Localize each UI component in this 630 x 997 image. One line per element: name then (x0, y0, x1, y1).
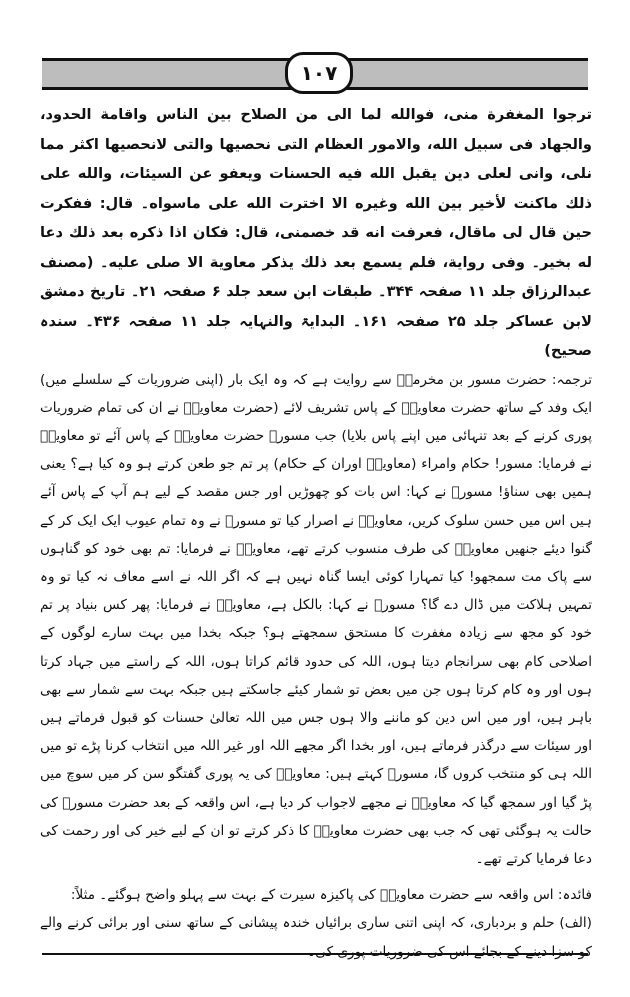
page-number (285, 52, 353, 94)
page-content (40, 100, 592, 966)
urdu-translation-text: ترجمہ: حضرت مسور بن مخرمہؓ سے روایت ہے کہ وہ ایک بار (اپنی ضروریات کے سلسلے میں) ایک وفد کے ساتھ حضرت معاویہؓ کے پاس تشریف لائے (حضرت معاویہؓ نے ان کی تمام ضروریات پوری کرنے کے بعد تنہائی میں اپنے پاس بلایا) جب مسورؓ حضرت معاویہؓ کے پاس آئے تو معاویہؓ نے فرمایا: مسور! حکام وامراء (معاویہؓ اوران کے حکام) پر تم جو طعن کرتے ہو وہ کیا ہے؟ یعنی ہمیں بھی سناؤ! مسورؓ نے کہا: اس بات کو چھوڑیں اور جس مقصد کے لیے ہم آپ کے پاس آئے ہیں اس میں حسن سلوک کریں، معاویہؓ نے اصرار کیا تو مسورؓ نے وہ تمام عیوب ایک ایک کر کے گنوا دیئے جنھیں معاویہؓ کی طرف منسوب کرتے تھے، معاویہؓ نے فرمایا: تم بھی خود کو گناہوں سے پاک مت سمجھو! کیا تمہارا کوئی ایسا گناہ نہیں ہے کہ اگر اللہ نے اسے معاف نہ کیا تو وہ تمہیں ہلاکت میں ڈال دے گا؟ مسورؓ نے کہا: بالکل ہے، معاویہؓ نے فرمایا: پھر کس بنیاد پر تم خود کو مجھ سے زیادہ مغفرت کا مستحق سمجھتے ہو؟ جبکہ بخدا میں بہت سارے لوگوں کے اصلاحی کام بھی سرانجام دیتا ہوں، اللہ کی حدود قائم کراتا ہوں، اللہ کے راستے میں جہاد کرتا ہوں اور وہ کام کرتا ہوں جن میں بعض تو شمار کیئے جاسکتے ہیں جبکہ بہت سے شمار سے بھی باہر ہیں، اور میں اس دین کو ماننے والا ہوں جس میں اللہ تعالیٰ حسنات کو قبول فرماتے ہیں اور سیئات سے درگذر فرماتے ہیں، اور بخدا اگر مجھے اللہ اور غیر اللہ میں انتخاب کرنا پڑے تو میں اللہ ہی کو منتخب کروں گا، مسورؓ کہتے ہیں: معاویہؓ کی یہ پوری گفتگو سن کر میں سوچ میں پڑ گیا اور سمجھ گیا کہ معاویہؓ نے مجھے لاجواب کر دیا ہے، اس واقعہ کے بعد حضرت مسورؓ کی حالت یہ ہوگئی تھی کہ جب بھی حضرت معاویہؓ کا ذکر کرتے تو ان کے لیے خیر کی اور رحمت کی دعا فرمایا کرتے تھے۔ (40, 371, 592, 867)
benefit-heading: فائدہ: اس واقعہ سے حضرت معاویہؓ کی پاکیزہ سیرت کے بہت سے پہلو واضح ہوگئے۔ مثلاً: (70, 887, 592, 904)
page-number-label: ۱۰۷ (300, 61, 338, 85)
arabic-hadith-text: ترجوا المغفرة منى، فوالله لما الى من الصلاح بين الناس واقامة الحدود، والجهاد فى سبيل الله، والامور العظام التى نحصيها والتى لانحصيها اكثر مما نلى، وانى لعلى دين يقبل الله فيه الحسنات ويعفو عن السيئات، والله على ذلك ماكنت لأخير بين الله وغيره الا اخترت الله على ماسواه۔ قال: ففكرت حين قال لى ماقال، فعرفت انه قد خصمنى، قال: فكان اذا ذكره بعد ذلك دعا له بخير۔ وفى رواية، فلم يسمع بعد ذلك يذكر معاوية الا صلى عليه۔ (مصنف عبدالرزاق جلد ۱۱ صفحہ ۳۴۴۔ طبقات ابن سعد جلد ۶ صفحہ ۲۱۔ تاریخ دمشق لابن عساکر جلد ۲۵ صفحہ ۱۶۱۔ البدایۃ والنہایہ جلد ۱۱ صفحہ ۴۳۶۔ سندہ صحیح) (40, 106, 593, 359)
bottom-rule (42, 953, 588, 955)
benefit-point: (الف) حلم و بردباری، کہ اپنی اتنی ساری برائیاں خندہ پیشانی کے ساتھ سنی اور برائی کرنے والے کو سزا دینے کے بجائے اس کی ضروریات پوری کی۔ (40, 915, 592, 960)
